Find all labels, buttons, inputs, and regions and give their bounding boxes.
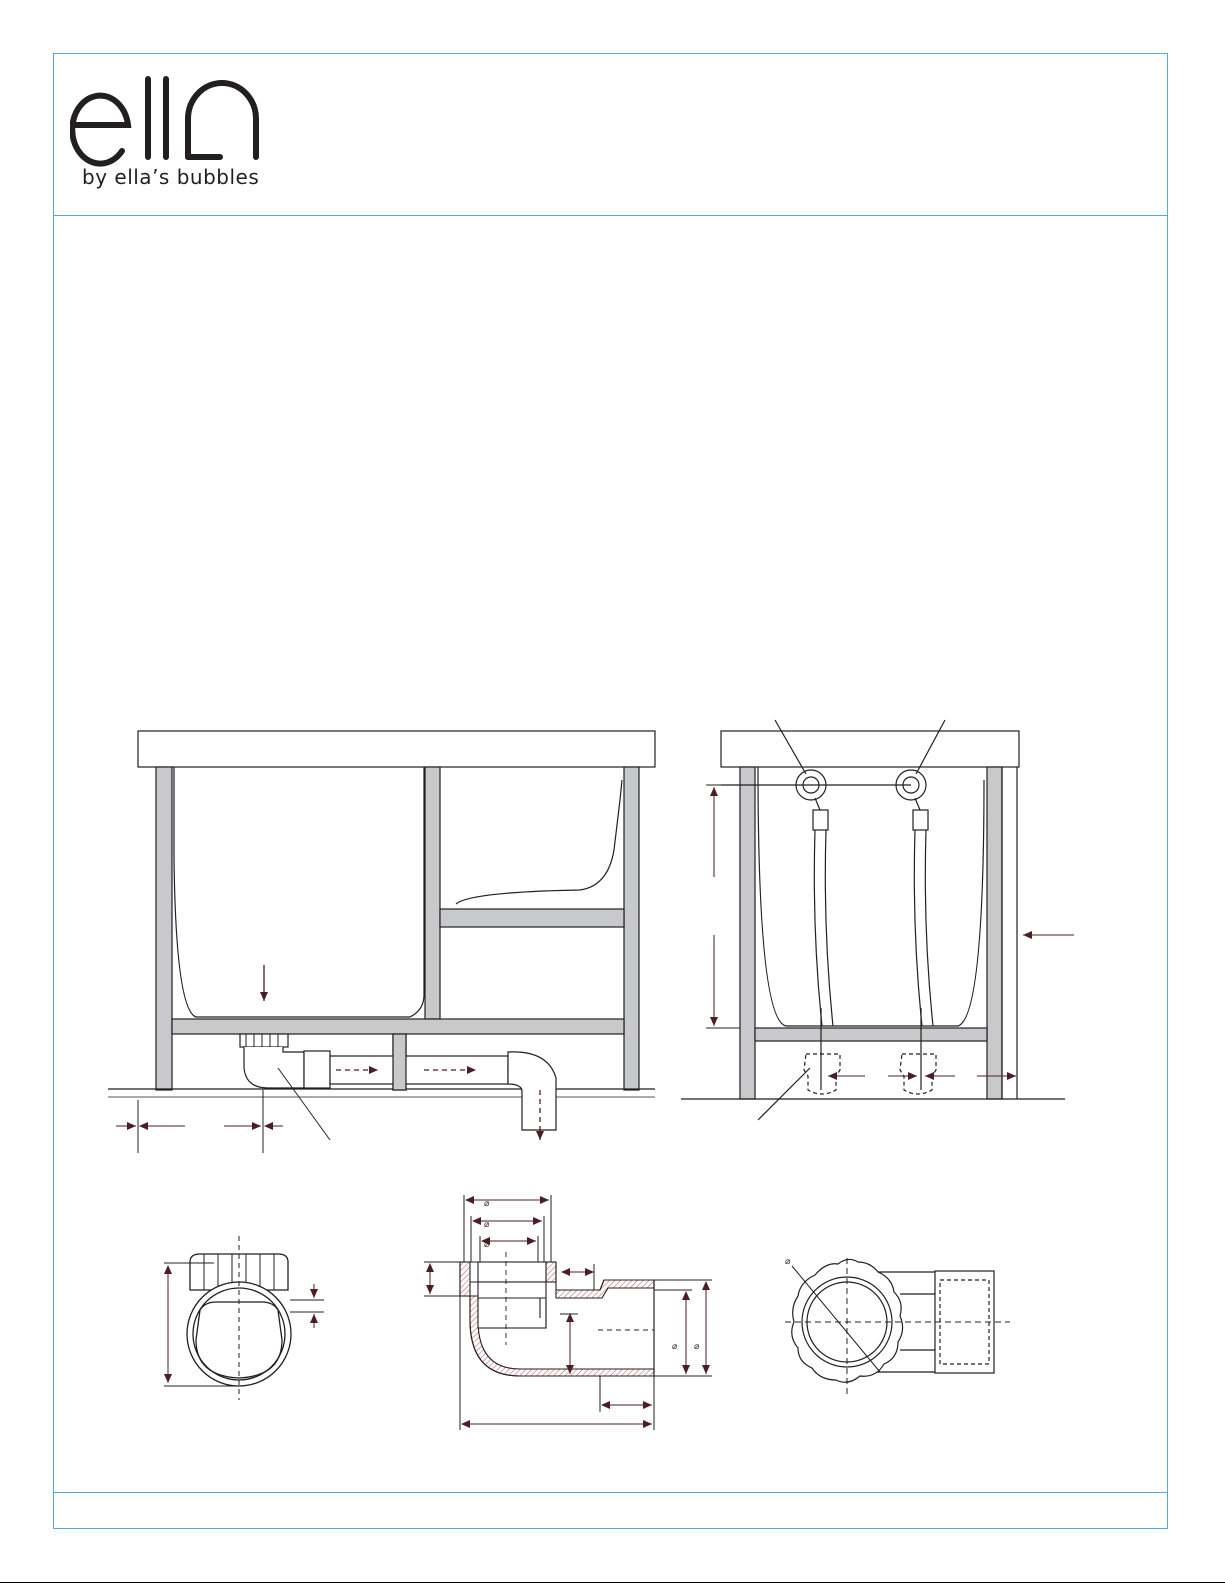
diameter-symbol: ⌀ [785, 1257, 791, 1267]
diameter-symbol: ⌀ [672, 1342, 678, 1352]
frame-post [624, 767, 639, 1090]
side-view [108, 731, 655, 1130]
diameter-symbol: ⌀ [484, 1240, 490, 1250]
frame-post [425, 767, 440, 1019]
diameter-symbol: ⌀ [484, 1199, 490, 1209]
drain-fitting [240, 1034, 288, 1047]
frame-post [987, 767, 1002, 1099]
drain-elbow [244, 1047, 304, 1088]
frame-rail [755, 1028, 987, 1041]
diameter-symbol: ⌀ [484, 1220, 490, 1230]
brand-tagline: by ella’s bubbles [82, 165, 260, 189]
frame-post [740, 767, 755, 1099]
end-view [681, 720, 1065, 1120]
drain-top-detail [785, 1258, 1010, 1395]
tub-wall [174, 767, 424, 1017]
drain-section-detail [460, 1252, 654, 1376]
tub-seat-curve [456, 800, 620, 904]
tub-rim-side [138, 731, 655, 767]
pipe-coupling [304, 1051, 330, 1088]
tub-wall [758, 767, 984, 1026]
frame-rail [172, 1019, 624, 1034]
drain-outlet-elbow [508, 1052, 556, 1130]
frame-rail [440, 909, 624, 927]
diameter-symbol: ⌀ [694, 1342, 700, 1352]
frame-post [156, 767, 172, 1090]
tub-rim-end [721, 731, 1019, 767]
drain-front-detail [164, 1236, 324, 1400]
